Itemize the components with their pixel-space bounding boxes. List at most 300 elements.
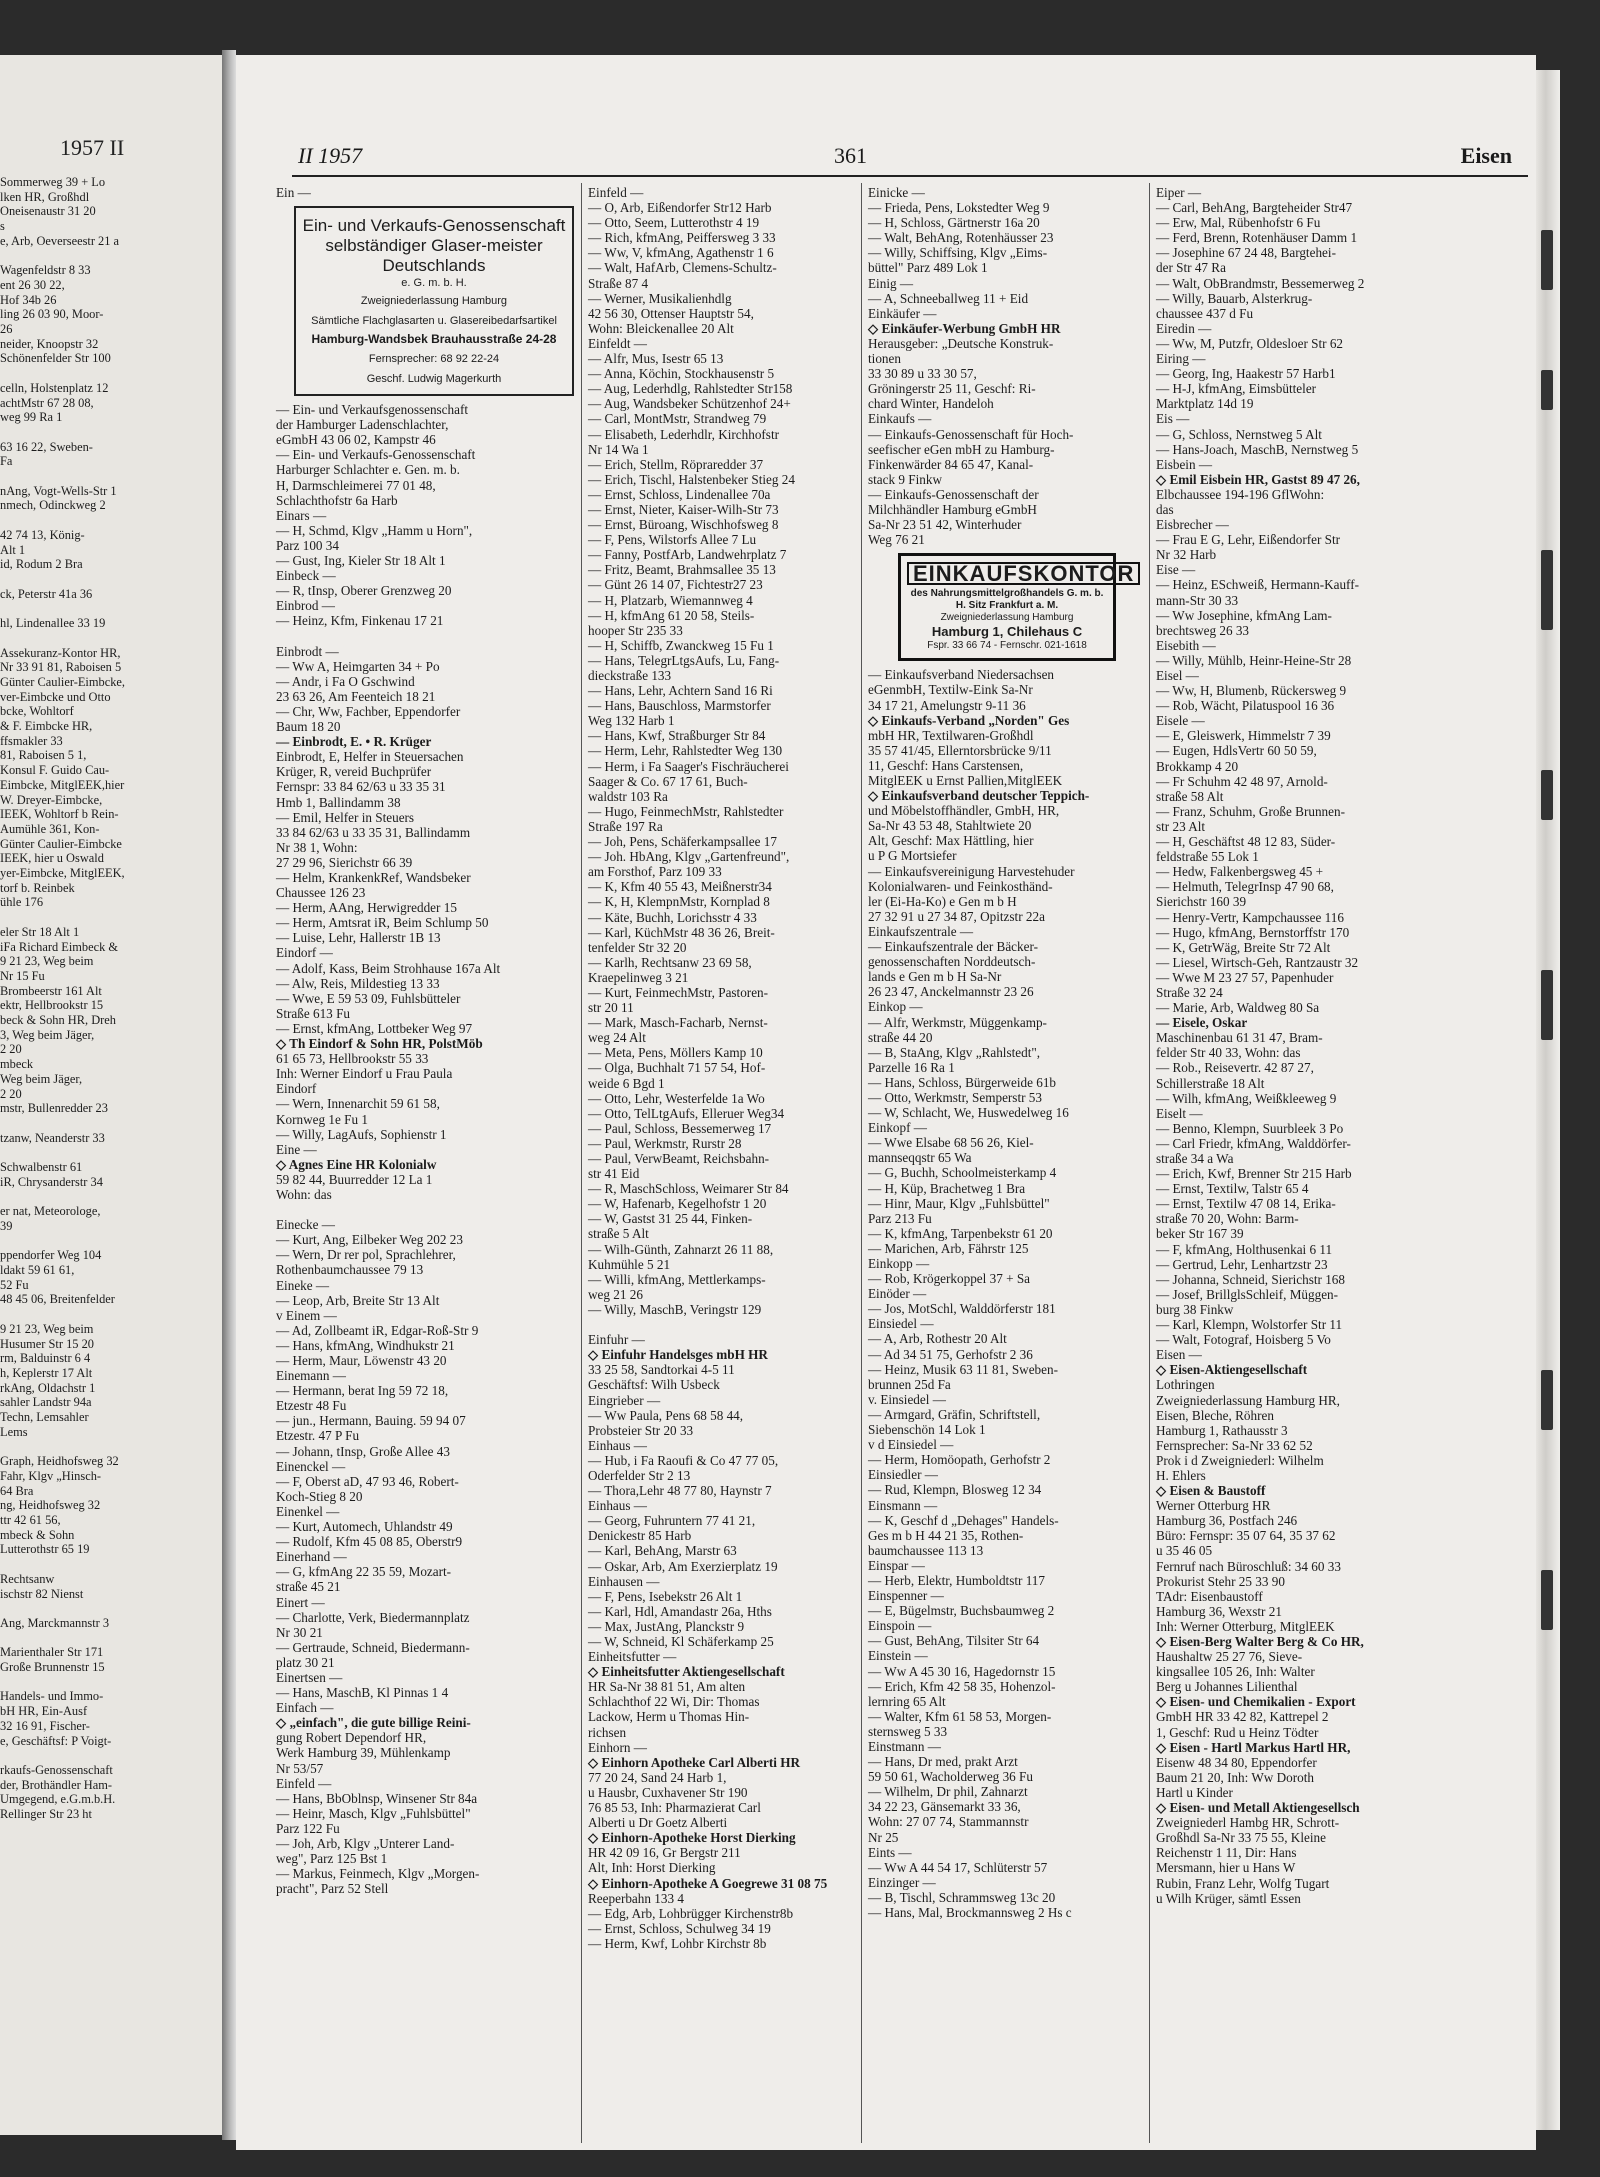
directory-entry-line: Einstmann —	[868, 1739, 941, 1754]
directory-entry-line: 33 25 58, Sandtorkai 4-5 11	[588, 1362, 735, 1378]
directory-entry-line: nAng, Vogt-Wells-Str 1	[0, 483, 117, 498]
directory-entry-line: ◇ Einhorn-Apotheke A Goegrewe 31 08 75	[588, 1875, 828, 1891]
column-3	[868, 185, 1146, 1920]
directory-entry-line: Ges m b H 44 21 35, Rothen-	[868, 1527, 1024, 1543]
directory-entry-line: tenfelder Str 32 20	[588, 939, 687, 955]
directory-entry-line: 27 29 96, Sierichstr 66 39	[276, 854, 413, 870]
directory-entry-line: — Hans, kfmAng, Windhukstr 21	[276, 1337, 455, 1353]
directory-entry-line: Gröningerstr 25 11, Geschf: Ri-	[868, 381, 1036, 397]
directory-entry-line: s	[0, 219, 5, 234]
directory-entry-line: H. Ehlers	[1156, 1467, 1206, 1483]
directory-entry-line: — Hans, Kwf, Straßburger Str 84	[588, 728, 766, 744]
directory-entry-line: — Gust, Ing, Kieler Str 18 Alt 1	[276, 553, 446, 569]
directory-entry-line: ler (Ei-Ha-Ko) e Gen m b H	[868, 893, 1017, 909]
directory-entry-line: — Wern, Innenarchit 59 61 58,	[276, 1096, 440, 1112]
directory-entry-line: 34 17 21, Amelungstr 9-11 36	[868, 697, 1026, 713]
directory-entry-line: ver-Eimbcke und Otto	[0, 689, 111, 704]
directory-entry-line: Eiredin —	[1156, 320, 1212, 336]
directory-entry-line: — Wilh, kfmAng, Weißkleeweg 9	[1156, 1090, 1337, 1106]
directory-entry-line: Nr 38 1, Wohn:	[276, 839, 358, 855]
directory-entry-line: H, Darmschleimerei 77 01 48,	[276, 477, 436, 493]
directory-entry-line: — Heinz, Musik 63 11 81, Sweben-	[868, 1361, 1058, 1377]
directory-entry-line: — G, Schloss, Nernstweg 5 Alt	[1156, 426, 1322, 442]
directory-entry-line: — Willy, Bauarb, Alsterkrug-	[1156, 290, 1313, 306]
directory-entry-line: Einheitsfutter —	[588, 1649, 677, 1665]
directory-entry-line: v d Einsiedel —	[868, 1437, 954, 1453]
directory-entry-line: — Ernst, Nieter, Kaiser-Wilh-Str 73	[588, 501, 779, 517]
directory-entry-line: HR 42 09 16, Gr Bergstr 211	[588, 1845, 741, 1861]
directory-entry-line: — Herm, i Fa Saager's Fischräucherei	[588, 758, 789, 774]
directory-entry-line: Oderfelder Str 2 13	[588, 1467, 691, 1483]
directory-entry-line: — Meta, Pens, Möllers Kamp 10	[588, 1045, 763, 1061]
directory-entry-line: — Karl, KüchMstr 48 36 26, Breit-	[588, 924, 775, 940]
directory-entry-line: celln, Holstenplatz 12	[0, 380, 109, 395]
directory-entry-line: ◇ Agnes Eine HR Kolonialw	[276, 1156, 437, 1172]
directory-entry-line: Straße 32 24	[1156, 984, 1223, 1000]
directory-entry-line: weg", Parz 125 Bst 1	[276, 1851, 388, 1867]
directory-entry-line: u 35 46 05	[1156, 1543, 1213, 1559]
directory-entry-line: Parzelle 16 Ra 1	[868, 1059, 955, 1075]
directory-entry-line: — H, Küp, Brachetweg 1 Bra	[868, 1180, 1026, 1196]
page-header-right: Eisen	[1460, 143, 1512, 168]
directory-entry-line: Eindorf	[276, 1081, 317, 1097]
edge-thumb-mark	[1541, 370, 1553, 410]
directory-entry-line: — Aug, Lederhdlg, Rahlstedter Str158	[588, 381, 793, 397]
directory-entry-line: — H, Schiffb, Zwanckweg 15 Fu 1	[588, 637, 774, 653]
ad-glaser-phone: Fernsprecher: 68 92 22-24	[368, 353, 500, 366]
directory-entry-line: — Einkaufs-Genossenschaft für Hoch-	[868, 426, 1074, 442]
directory-entry-line: — Ww, M, Putzfr, Oldesloer Str 62	[1156, 335, 1344, 351]
directory-entry-line: — Ferd, Brenn, Rotenhäuser Damm 1	[1156, 230, 1358, 246]
directory-entry-line: Nr 33 91 81, Raboisen 5	[0, 660, 122, 675]
directory-entry-line: — Erich, Stellm, Röpraredder 37	[588, 456, 764, 472]
directory-entry-line: — G, kfmAng 22 35 59, Mozart-	[276, 1564, 452, 1580]
directory-entry-line: — Alfr, Werkmstr, Müggenkamp-	[868, 1014, 1047, 1030]
directory-entry-line: Assekuranz-Kontor HR,	[0, 645, 121, 660]
directory-entry-line: Berg u Johannes Lilienthal	[1156, 1679, 1298, 1695]
directory-entry-line: — Ww Josephine, kfmAng Lam-	[1156, 607, 1332, 623]
directory-entry-line: 33 84 62/63 u 33 35 31, Ballindamm	[276, 824, 471, 840]
directory-entry-line: Nr 14 Wa 1	[588, 441, 649, 457]
directory-entry-line: h, Keplerstr 17 Alt	[0, 1365, 93, 1380]
directory-entry-line: — Walt, ObBrandmstr, Bessemerweg 2	[1156, 275, 1365, 291]
directory-entry-line: — K, GetrWäg, Breite Str 72 Alt	[1156, 939, 1331, 955]
directory-entry-line: — Eugen, HdlsVertr 60 50 59,	[1156, 743, 1317, 759]
directory-entry-line: ng, Heidhofsweg 32	[0, 1498, 101, 1513]
directory-entry-line: — Thora,Lehr 48 77 80, Haynstr 7	[588, 1483, 772, 1499]
directory-entry-line: Sa-Nr 43 53 48, Stahltwiete 20	[868, 818, 1032, 834]
directory-entry-line: Wohn: das	[276, 1186, 332, 1202]
directory-entry-line: Alt 1	[0, 542, 26, 557]
directory-entry-line	[0, 1748, 125, 1763]
directory-entry-line: — Einkaufsvereinigung Harvestehuder	[868, 863, 1075, 879]
page-number: 361	[834, 143, 867, 168]
directory-entry-line: der, Brothändler Ham-	[0, 1777, 113, 1792]
directory-entry-line: ◇ Einhorn-Apotheke Horst Dierking	[588, 1830, 796, 1846]
directory-entry-line: Rothenbaumchaussee 79 13	[276, 1262, 424, 1278]
directory-entry-line: stack 9 Finkw	[868, 471, 942, 487]
directory-entry-line: — Josephine 67 24 48, Bargtehei-	[1156, 245, 1336, 261]
directory-entry-line: Schlachthofstr 6a Harb	[276, 492, 398, 508]
directory-entry-line	[0, 1675, 125, 1690]
directory-entry-line: — B, Tischl, Schrammsweg 13c 20	[868, 1889, 1056, 1905]
directory-entry-line: Einbrod —	[276, 598, 335, 614]
ad-kontor-address: Hamburg 1, Chilehaus C	[931, 624, 1083, 640]
directory-entry-line: — Otto, Lehr, Westerfelde 1a Wo	[588, 1090, 765, 1106]
directory-entry-line: — Ernst, Textilw 47 08 14, Erika-	[1156, 1196, 1336, 1212]
directory-entry-line: — Willi, kfmAng, Mettlerkamps-	[588, 1271, 766, 1287]
directory-entry-line: Inh: Werner Eindorf u Frau Paula	[276, 1066, 453, 1082]
directory-entry-line: 63 16 22, Sweben-	[0, 439, 93, 454]
directory-entry-line: — Ww, V, kfmAng, Agathenstr 1 6	[588, 245, 774, 261]
directory-entry-line: id, Rodum 2 Bra	[0, 557, 83, 572]
page-header-left: II 1957	[298, 143, 363, 168]
directory-entry-line: — Johanna, Schneid, Sierichstr 168	[1156, 1271, 1345, 1287]
directory-entry-line: — Carl Friedr, kfmAng, Walddörfer-	[1156, 1135, 1351, 1151]
directory-entry-line: Einsiedel —	[868, 1316, 934, 1332]
directory-entry-line: — Karl, Hdl, Amandastr 26a, Hths	[588, 1603, 772, 1619]
directory-entry-line: Einbrodt —	[276, 643, 339, 659]
edge-thumb-mark	[1541, 970, 1553, 1040]
directory-entry-line: MitglEEK u Ernst Pallien,MitglEEK	[868, 773, 1063, 788]
directory-entry-line: Straße 87 4	[588, 275, 649, 291]
directory-entry-line: Sierichstr 160 39	[1156, 894, 1247, 910]
directory-entry-line: Wohn: Bleickenallee 20 Alt	[588, 320, 734, 336]
directory-entry-line: 11, Geschf: Hans Carstensen,	[868, 757, 1024, 773]
directory-entry-line: und Möbelstoffhändler, GmbH, HR,	[868, 803, 1060, 819]
directory-entry-line: Einfach —	[276, 1700, 334, 1716]
directory-entry-line: Zweigniederl Hambg HR, Schrott-	[1156, 1815, 1340, 1831]
directory-entry-line: Werner Otterburg HR	[1156, 1498, 1271, 1514]
edge-thumb-mark	[1541, 770, 1553, 820]
directory-entry-line	[0, 366, 125, 381]
directory-entry-line: — Willy, LagAufs, Sophienstr 1	[276, 1126, 447, 1142]
directory-entry-line: Hamburg 36, Wexstr 21	[1156, 1603, 1282, 1619]
directory-entry-line: — W, Gastst 31 25 44, Finken-	[588, 1211, 753, 1227]
directory-entry-line: — Günt 26 14 07, Fichtestr27 23	[588, 577, 763, 593]
directory-entry-line: — H, Platzarb, Wiemannweg 4	[588, 592, 753, 608]
directory-entry-line: — Herm, Homöopath, Gerhofstr 2	[868, 1452, 1051, 1468]
directory-entry-line: Büro: Fernspr: 35 07 64, 35 37 62	[1156, 1528, 1336, 1544]
ad-kontor-sub: des Nahrungsmittelgroßhandels G. m. b. H. Sitz Frankfurt a. M.	[910, 588, 1104, 612]
directory-entry-line: — E, Bügelmstr, Buchsbaumweg 2	[868, 1603, 1055, 1619]
directory-entry-line: Einsiedler —	[868, 1467, 938, 1483]
directory-entry-line: Eisbrecher —	[1156, 517, 1229, 533]
directory-entry-line: Günter Caulier-Eimbcke,	[0, 674, 125, 689]
directory-entry-line: Saager & Co. 67 17 61, Buch-	[588, 773, 748, 789]
directory-entry-line: — R, MaschSchloss, Weimarer Str 84	[588, 1181, 789, 1197]
directory-entry-line: — O, Arb, Eißendorfer Str12 Harb	[588, 200, 772, 216]
directory-entry-line: 26	[0, 322, 13, 337]
directory-entry-line: — Paul, Schloss, Bessemerweg 17	[588, 1120, 772, 1136]
directory-entry-line: — Liesel, Wirtsch-Geh, Rantzaustr 32	[1156, 954, 1359, 970]
directory-entry-line: Denickestr 85 Harb	[588, 1528, 692, 1544]
directory-entry-line: — Joh. HbAng, Klgv „Gartenfreund",	[588, 849, 790, 865]
directory-entry-line: yer-Eimbcke, MitglEEK,	[0, 866, 125, 881]
left-page	[0, 55, 224, 2135]
directory-entry-line: 3, Weg beim Jäger,	[0, 1027, 95, 1042]
directory-entry-line: beker Str 167 39	[1156, 1226, 1244, 1242]
directory-entry-line: 81, Raboisen 5 1,	[0, 748, 87, 763]
directory-entry-line: Einzinger —	[868, 1874, 936, 1890]
directory-entry-line	[0, 601, 125, 616]
directory-entry-line: Einhaus —	[588, 1437, 647, 1453]
column-4	[1156, 185, 1446, 1906]
directory-entry-line: straße 70 20, Wohn: Barm-	[1156, 1211, 1299, 1227]
directory-entry-line: Weg 132 Harb 1	[588, 713, 675, 729]
directory-entry-line: Nr 15 Fu	[0, 968, 45, 983]
directory-entry-line: 9 21 23, Weg beim	[0, 954, 94, 969]
directory-entry-line: — Ernst, kfmAng, Lottbeker Weg 97	[276, 1020, 473, 1036]
directory-entry-line: e, Arb, Oeverseestr 21 a	[0, 233, 120, 248]
directory-entry-line: weg 24 Alt	[588, 1030, 646, 1046]
directory-entry-line: 59 50 61, Wacholderweg 36 Fu	[868, 1769, 1033, 1785]
directory-entry-line: ◇ Eisen & Baustoff	[1156, 1483, 1266, 1499]
directory-entry-line: neider, Knoopstr 32	[0, 336, 99, 351]
directory-entry-line: — Ernst, Schloss, Lindenallee 70a	[588, 486, 771, 502]
directory-entry-line: Einig —	[868, 275, 914, 291]
directory-entry-line: Straße 197 Ra	[588, 818, 663, 834]
directory-entry-line: & F. Eimbcke HR,	[0, 719, 93, 734]
directory-entry-line: straße 5 Alt	[588, 1226, 649, 1242]
directory-entry-line: — K, Geschf d „Dehages" Handels-	[868, 1512, 1059, 1528]
directory-entry-line: Einfeld —	[276, 1775, 332, 1791]
directory-entry-line: — Otto, TelLtgAufs, Elleruer Weg34	[588, 1105, 785, 1121]
directory-entry-line: Eindorf —	[276, 945, 333, 961]
directory-entry-line: Einars —	[276, 507, 327, 523]
directory-entry-line: — A, Schneeballweg 11 + Eid	[868, 290, 1029, 306]
directory-entry-line: — Rudolf, Kfm 45 08 85, Oberstr9	[276, 1534, 463, 1550]
directory-entry-line: — Willy, Mühlb, Heinr-Heine-Str 28	[1156, 652, 1352, 668]
directory-entry-line: — Willy, Schiffsing, Klgv „Eims-	[868, 245, 1048, 261]
directory-entry-line: ffsmakler 33	[0, 733, 63, 748]
directory-entry-line: straße 34 a Wa	[1156, 1151, 1234, 1166]
directory-entry-line: Einfeld —	[588, 185, 644, 200]
directory-entry-line: — Alfr, Mus, Isestr 65 13	[588, 351, 724, 367]
directory-entry-line: iFa Richard Eimbeck &	[0, 939, 119, 954]
directory-entry-line: Lutterothstr 65 19	[0, 1542, 90, 1557]
directory-entry-line: — Hugo, FeinmechMstr, Rahlstedter	[588, 803, 784, 819]
directory-entry-line: Einertsen —	[276, 1669, 343, 1685]
edge-thumb-mark	[1541, 550, 1553, 630]
directory-entry-line	[0, 1307, 125, 1322]
directory-entry-line: — Karlh, Rechtsanw 23 69 58,	[588, 954, 752, 970]
directory-entry-line: — Emil, Helfer in Steuers	[276, 809, 415, 825]
directory-entry-line: Eingrieber —	[588, 1392, 661, 1408]
directory-entry-line: Weg 76 21	[868, 532, 925, 548]
directory-entry-line: richsen	[588, 1724, 627, 1740]
directory-entry-line: Krüger, R, vereid Buchprüfer	[276, 764, 432, 780]
directory-entry-line: IEEK, hier u Oswald	[0, 851, 104, 866]
directory-entry-line: ppendorfer Weg 104	[0, 1248, 102, 1263]
directory-entry-line: — Walt, BehAng, Rotenhäusser 23	[868, 230, 1054, 246]
directory-entry-line	[0, 1439, 125, 1454]
directory-entry-line: Schönenfelder Str 100	[0, 351, 111, 366]
directory-entry-line: feldstraße 55 Lok 1	[1156, 849, 1259, 865]
directory-page	[236, 55, 1536, 2150]
directory-entry-line: — A, Arb, Rothestr 20 Alt	[868, 1331, 1007, 1347]
directory-entry-line: lernring 65 Alt	[868, 1693, 946, 1709]
directory-entry-line: — Heinz, ESchweiß, Hermann-Kauff-	[1156, 577, 1359, 593]
directory-entry-line: Einenckel —	[276, 1458, 346, 1474]
directory-entry-line: 64 Bra	[0, 1483, 34, 1498]
directory-entry-line: — F, kfmAng, Holthusenkai 6 11	[1156, 1241, 1333, 1257]
directory-entry-line: 61 65 73, Hellbrookstr 55 33	[276, 1051, 429, 1067]
directory-entry-line: Einhaus —	[588, 1498, 647, 1514]
directory-entry-line: ischstr 82 Nienst	[0, 1586, 84, 1601]
directory-entry-line: — Wern, Dr rer pol, Sprachlehrer,	[276, 1247, 456, 1263]
directory-entry-line: Sommerweg 39 + Lo	[0, 175, 106, 189]
directory-entry-line: — Johann, tInsp, Große Allee 43	[276, 1443, 450, 1459]
directory-entry-line: 77 20 24, Sand 24 Harb 1,	[588, 1769, 727, 1785]
ad-glaser-address: Hamburg-Wandsbek Brauhausstraße 24-28	[311, 332, 557, 347]
directory-entry-line: — K, Kfm 40 55 43, Meißnerstr34	[588, 879, 772, 895]
directory-entry-line: sahler Landstr 94a	[0, 1395, 92, 1410]
header-rule	[292, 175, 1528, 177]
directory-entry-line: — Hans, TelegrLtgsAufs, Lu, Fang-	[588, 652, 780, 668]
directory-entry-line: — Ww A, Heimgarten 34 + Po	[276, 658, 440, 674]
directory-entry-line: — H, Schmd, Klgv „Hamm u Horn",	[276, 522, 473, 538]
directory-entry-line: Brombeerstr 161 Alt	[0, 983, 102, 998]
directory-entry-line: — Oskar, Arb, Am Exerzierplatz 19	[588, 1558, 778, 1574]
directory-entry-line: — Frau E G, Lehr, Eißendorfer Str	[1156, 532, 1341, 548]
directory-entry-line: weide 6 Bgd 1	[588, 1075, 665, 1091]
directory-entry-line: Schillerstraße 18 Alt	[1156, 1075, 1265, 1091]
directory-entry-line: — Marichen, Arb, Fährstr 125	[868, 1240, 1029, 1256]
directory-entry-line: chard Winter, Handeloh	[868, 396, 994, 412]
directory-entry-line: ektr, Hellbrookstr 15	[0, 998, 104, 1013]
directory-entry-line: — W, Schlacht, We, Huswedelweg 16	[868, 1105, 1069, 1121]
directory-entry-line: Probsteier Str 20 33	[588, 1422, 694, 1438]
directory-entry-line: Eise —	[1156, 562, 1196, 578]
directory-entry-line: ttr 42 61 56,	[0, 1512, 61, 1527]
directory-entry-line: — Kurt, FeinmechMstr, Pastoren-	[588, 984, 769, 1000]
directory-entry-line: Einerhand —	[276, 1549, 347, 1565]
directory-entry-line: — E, Gleiswerk, Himmelstr 7 39	[1156, 728, 1331, 744]
directory-entry-line: lands e Gen m b H Sa-Nr	[868, 969, 1002, 985]
directory-entry-line: — Chr, Ww, Fachber, Eppendorfer	[276, 703, 461, 719]
directory-entry-line: Herausgeber: „Deutsche Konstruk-	[868, 335, 1054, 351]
directory-entry-line: Rechtsanw	[0, 1571, 55, 1586]
directory-entry-line: — H, Geschäftst 48 12 83, Süder-	[1156, 834, 1336, 850]
directory-entry-line: Eisbein —	[1156, 456, 1213, 472]
directory-entry-line: — Fritz, Beamt, Brahmsallee 35 13	[588, 562, 776, 578]
directory-entry-line: — Wwe, E 59 53 09, Fuhlsbütteler	[276, 990, 461, 1006]
directory-entry-line: Chaussee 126 23	[276, 885, 366, 901]
directory-entry-line: — Hans, BbOblnsp, Winsener Str 84a	[276, 1790, 478, 1806]
directory-entry-line: ◇ Eisen- und Metall Aktiengesellsch	[1156, 1800, 1360, 1816]
ad-kontor-phone: Fspr. 33 66 74 - Fernschr. 021-1618	[927, 640, 1087, 652]
directory-entry-line: — Hans, Bauschloss, Marmstorfer	[588, 698, 771, 714]
directory-entry-line: 26 23 47, Anckelmannstr 23 26	[868, 984, 1034, 1000]
directory-entry-line: Rubin, Franz Lehr, Wolfg Tugart	[1156, 1875, 1330, 1891]
directory-entry-line: Hartl u Kinder	[1156, 1784, 1233, 1800]
directory-entry-line	[0, 1190, 125, 1205]
directory-entry-line: pracht", Parz 52 Stell	[276, 1881, 389, 1897]
directory-entry-line: — Benno, Klempn, Suurbleek 3 Po	[1156, 1120, 1344, 1136]
directory-entry-line: Hamburg 1, Rathausstr 3	[1156, 1422, 1288, 1438]
directory-entry-line: — Mark, Masch-Facharb, Nernst-	[588, 1015, 768, 1031]
directory-entry-line: ◇ Einhorn Apotheke Carl Alberti HR	[588, 1754, 800, 1770]
directory-entry-line: ◇ Th Eindorf & Sohn HR, PolstMöb	[276, 1036, 483, 1052]
directory-entry-line: Fernsprecher: Sa-Nr 33 62 52	[1156, 1437, 1313, 1453]
directory-entry-line: hl, Lindenallee 33 19	[0, 616, 106, 631]
directory-entry-line: W. Dreyer-Eimbcke,	[0, 792, 103, 807]
directory-entry-line: — Kurt, Automech, Uhlandstr 49	[276, 1519, 453, 1535]
directory-entry-line: — Gust, BehAng, Tilsiter Str 64	[868, 1633, 1040, 1649]
ad-kontor-branch: Zweigniederlassung Hamburg	[940, 612, 1074, 624]
directory-entry-line: v. Einsiedel —	[868, 1391, 946, 1407]
directory-entry-line: — H, kfmAng 61 20 58, Steils-	[588, 607, 755, 623]
directory-entry-line: — Wwe M 23 27 57, Papenhuder	[1156, 969, 1334, 985]
ad-glaser-form: e. G. m. b. H.	[401, 277, 467, 290]
directory-entry-line: — Rud, Klempn, Blosweg 12 34	[868, 1482, 1042, 1498]
ad-glaser-manager: Geschf. Ludwig Magerkurth	[366, 373, 502, 386]
directory-entry-line: Ang, Marckmannstr 3	[0, 1615, 110, 1630]
directory-entry-line	[0, 910, 125, 925]
directory-entry-line: Brokkamp 4 20	[1156, 758, 1239, 774]
directory-entry-line: Elbchaussee 194-196 GflWohn:	[1156, 486, 1325, 502]
edge-thumb-mark	[1541, 230, 1553, 290]
directory-entry-line: — Ad, Zollbeamt iR, Edgar-Roß-Str 9	[276, 1322, 479, 1338]
directory-entry-line: — Ww Paula, Pens 68 58 44,	[588, 1407, 744, 1423]
directory-entry-line: weg 21 26	[588, 1286, 643, 1302]
directory-entry-line: — Herm, Amtsrat iR, Beim Schlump 50	[276, 915, 489, 931]
directory-entry-line: ◇ Einkaufs-Verband „Norden" Ges	[868, 712, 1070, 728]
directory-entry-line: Etzestr 48 Fu	[276, 1398, 347, 1414]
directory-entry-line: das	[1156, 501, 1174, 517]
directory-entry-line: — Olga, Buchhalt 71 57 54, Hof-	[588, 1060, 766, 1076]
directory-entry-line: Harburger Schlachter e. Gen. m. b.	[276, 462, 460, 478]
directory-entry-line: felder Str 40 33, Wohn: das	[1156, 1045, 1301, 1061]
directory-entry-line: ◇ „einfach", die gute billige Reini-	[276, 1715, 471, 1731]
directory-entry-line: eler Str 18 Alt 1	[0, 924, 80, 939]
directory-entry-line: — Walt, HafArb, Clemens-Schultz-	[588, 260, 777, 276]
directory-entry-line: Eiring —	[1156, 351, 1206, 367]
directory-entry-line: Eineke —	[276, 1277, 330, 1293]
directory-entry-line: Husumer Str 15 20	[0, 1336, 94, 1351]
edge-thumb-mark	[1541, 1570, 1553, 1630]
directory-entry-line: Einicke —	[868, 185, 925, 200]
directory-entry-line: — Carl, MontMstr, Strandweg 79	[588, 411, 767, 427]
directory-entry-line: — Charlotte, Verk, Biedermannplatz	[276, 1609, 470, 1625]
directory-entry-line	[0, 1116, 125, 1131]
directory-entry-line: Nr 53/57	[276, 1760, 324, 1776]
directory-entry-line: gung Robert Dependorf HR,	[276, 1730, 427, 1746]
directory-entry-line: Eine —	[276, 1141, 317, 1157]
directory-entry-line: hooper Str 235 33	[588, 622, 683, 638]
directory-entry-line: 42 74 13, König-	[0, 527, 85, 542]
directory-entry-line: — Anna, Köchin, Stockhausenstr 5	[588, 366, 775, 382]
directory-entry-line: mannseqqstr 65 Wa	[868, 1150, 972, 1166]
directory-entry-line: ◇ Einkäufer-Werbung GmbH HR	[868, 320, 1061, 336]
directory-entry-line: weg 99 Ra 1	[0, 410, 63, 425]
directory-entry-line: 34 22 23, Gänsemarkt 33 36,	[868, 1799, 1021, 1815]
directory-entry-line: Hmb 1, Ballindamm 38	[276, 794, 401, 810]
directory-entry-line: Eiper —	[1156, 185, 1202, 200]
directory-entry-line: — Alw, Reis, Mildestieg 13 33	[276, 975, 440, 991]
directory-entry-line: straße 44 20	[868, 1029, 933, 1045]
directory-entry-line: — Erich, Kfm 42 58 35, Hohenzol-	[868, 1678, 1056, 1694]
directory-entry-line	[0, 1145, 125, 1160]
directory-entry-line: Einstein —	[868, 1648, 928, 1664]
directory-entry-line: Einecke —	[276, 1217, 335, 1233]
directory-entry-line: — Heinz, Kfm, Finkenau 17 21	[276, 613, 444, 629]
directory-entry-line: — Luise, Lehr, Hallerstr 1B 13	[276, 930, 441, 946]
directory-entry-line: — Ad 34 51 75, Gerhofstr 2 36	[868, 1346, 1033, 1362]
directory-entry-line: — F, Pens, Isebekstr 26 Alt 1	[588, 1588, 743, 1604]
page-edge	[1536, 70, 1560, 2130]
